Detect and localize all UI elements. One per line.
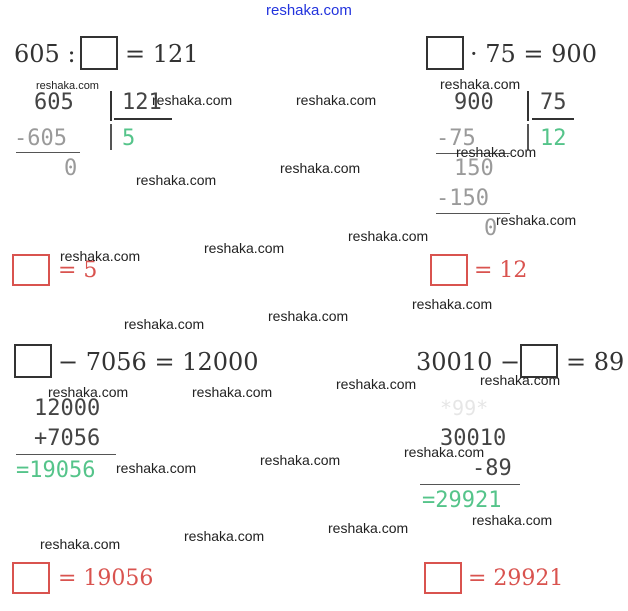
p1-subtract: -605 — [14, 126, 67, 151]
watermark: reshaka.com — [268, 308, 349, 324]
p3-answer-box — [12, 562, 50, 594]
p1-equation-left: 605 : — [14, 40, 76, 68]
p4-equation-left: 30010 − — [416, 348, 521, 376]
p4-answer-box — [424, 562, 462, 594]
p1-unknown-box — [80, 36, 118, 70]
p2-dividend: 900 — [454, 90, 494, 115]
watermark: reshaka.com — [40, 536, 121, 552]
watermark: reshaka.com — [124, 316, 205, 332]
p1-divisor: 121 — [122, 90, 162, 115]
watermark: reshaka.com — [136, 172, 217, 188]
watermark: reshaka.com — [36, 80, 99, 92]
p4-borrow-marks: *99* — [440, 396, 489, 420]
p3-result: =19056 — [16, 458, 96, 483]
p2-divisor-line — [532, 118, 574, 120]
p1-dividend: 605 — [34, 90, 74, 115]
p3-equation-right: − 7056 = 12000 — [58, 348, 259, 376]
p4-sub-number: -89 — [472, 456, 512, 481]
p2-mid: 150 — [454, 156, 494, 181]
p2-quotient: 12 — [540, 126, 567, 151]
watermark: reshaka.com — [204, 240, 285, 256]
watermark: reshaka.com — [412, 296, 493, 312]
watermark: reshaka.com — [260, 452, 341, 468]
p3-answer: = 19056 — [58, 566, 154, 591]
p3-top-number: 12000 — [34, 396, 101, 421]
watermark: reshaka.com — [480, 372, 561, 388]
p1-division-bar-2 — [110, 124, 112, 150]
p1-subtract-line — [16, 152, 80, 153]
watermark: reshaka.com — [60, 248, 141, 264]
p2-answer: = 12 — [474, 258, 528, 283]
site-link[interactable]: reshaka.com — [266, 2, 352, 19]
watermark: reshaka.com — [152, 92, 233, 108]
p3-unknown-box — [14, 344, 52, 378]
watermark: reshaka.com — [404, 444, 485, 460]
p1-quotient: 5 — [122, 126, 136, 151]
p2-unknown-box — [426, 36, 464, 70]
watermark: reshaka.com — [328, 520, 409, 536]
p1-remainder: 0 — [64, 156, 78, 181]
watermark: reshaka.com — [472, 512, 553, 528]
p4-diff-line — [420, 484, 520, 485]
watermark: reshaka.com — [192, 384, 273, 400]
p1-answer: = 5 — [58, 258, 98, 283]
watermark: reshaka.com — [116, 460, 197, 476]
p2-division-bar — [527, 91, 529, 121]
watermark: reshaka.com — [456, 144, 537, 160]
p2-sub2: -150 — [436, 186, 489, 211]
watermark: reshaka.com — [440, 76, 521, 92]
p2-answer-box — [430, 254, 468, 286]
watermark: reshaka.com — [184, 528, 265, 544]
p2-divisor: 75 — [540, 90, 567, 115]
p1-divisor-line — [114, 118, 172, 120]
p1-answer-box — [12, 254, 50, 286]
p2-remainder: 0 — [484, 216, 498, 241]
p4-top-number: 30010 — [440, 426, 507, 451]
p4-result: =29921 — [422, 488, 502, 513]
p3-add-number: +7056 — [34, 426, 101, 451]
p4-answer: = 29921 — [468, 566, 564, 591]
watermark: reshaka.com — [348, 228, 429, 244]
p2-equation-right: · 75 = 900 — [470, 40, 597, 68]
p4-equation-right: = 89 — [566, 348, 625, 376]
watermark: reshaka.com — [280, 160, 361, 176]
watermark: reshaka.com — [296, 92, 377, 108]
p1-division-bar — [110, 91, 112, 121]
watermark: reshaka.com — [48, 384, 129, 400]
p3-sum-line — [16, 454, 116, 455]
watermark: reshaka.com — [336, 376, 417, 392]
p1-equation-right: = 121 — [125, 40, 199, 68]
p2-sub1: -75 — [436, 126, 476, 151]
watermark: reshaka.com — [496, 212, 577, 228]
